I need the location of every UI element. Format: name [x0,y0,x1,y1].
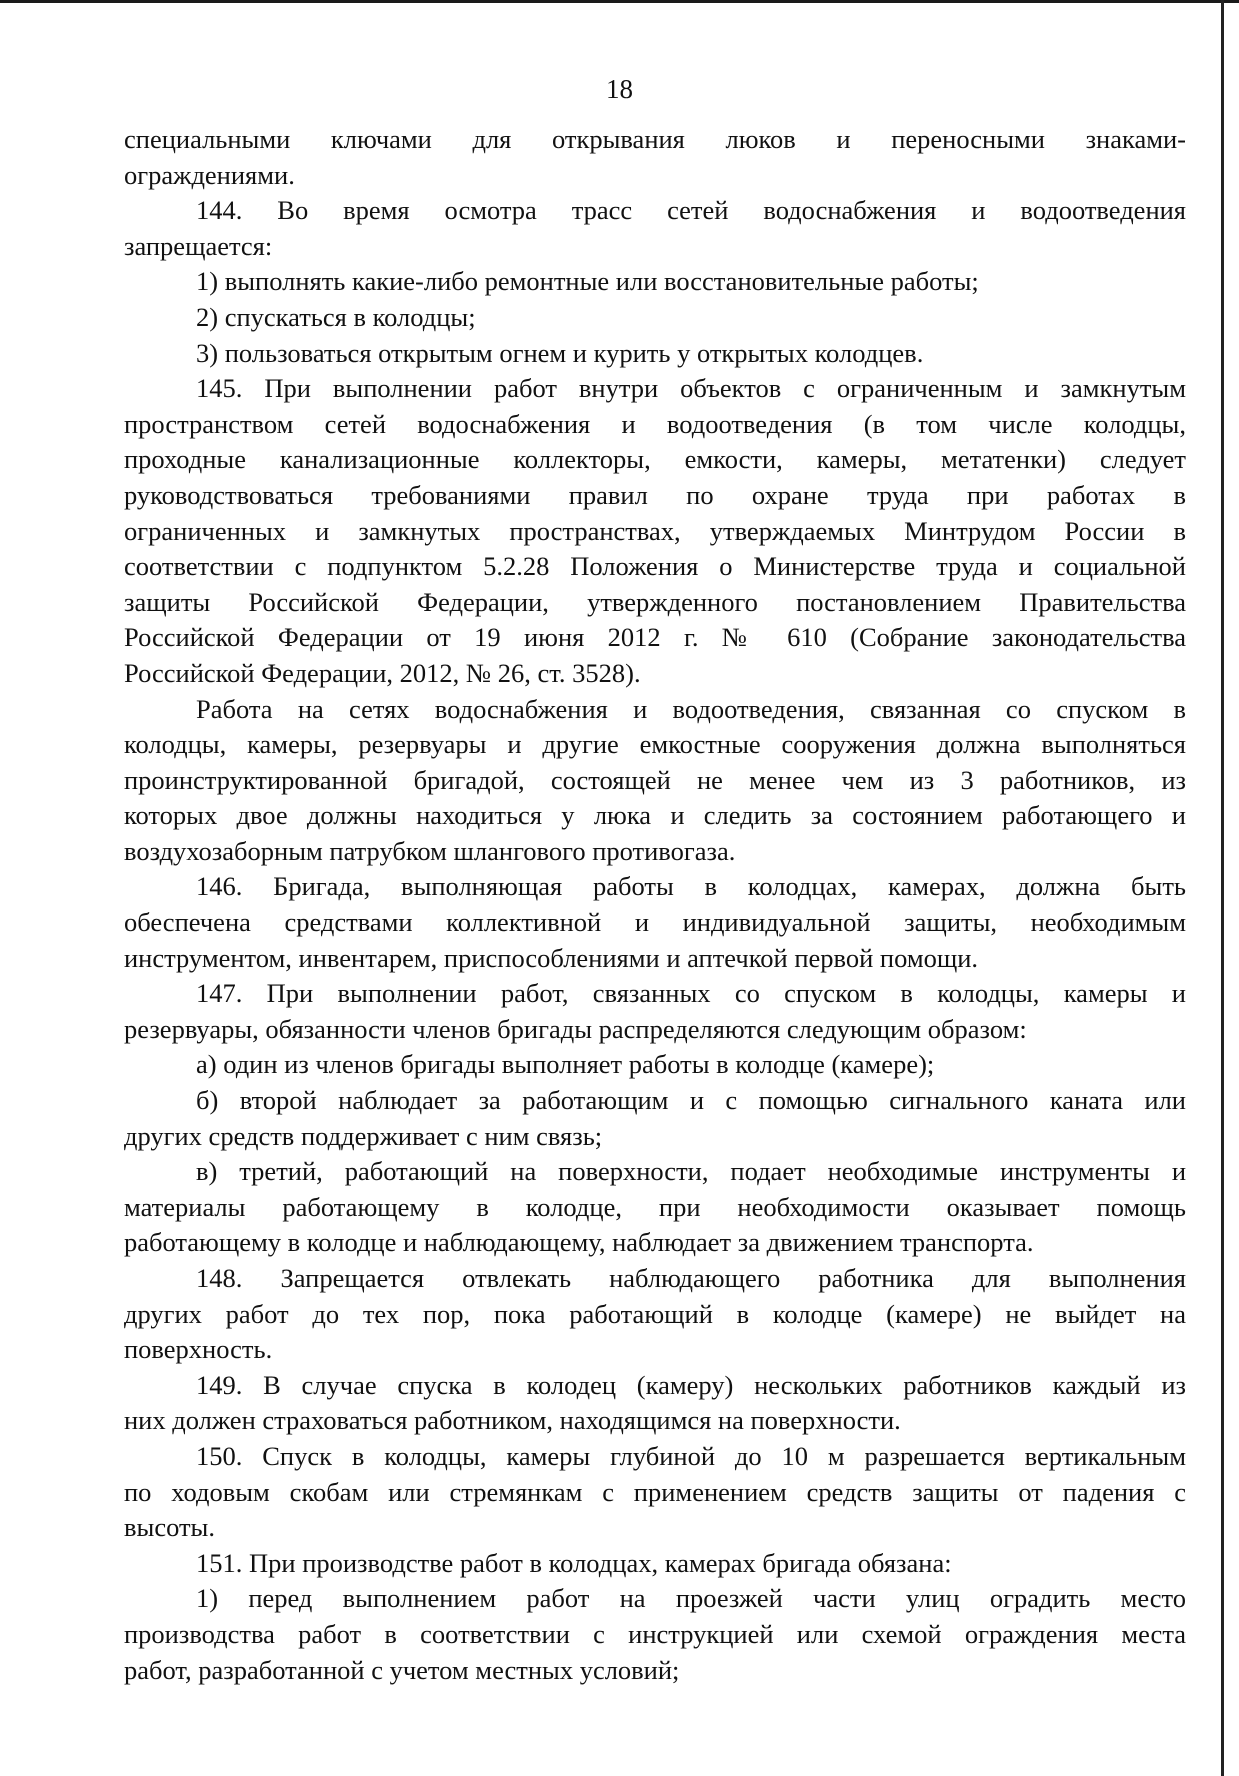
text-line: Работа на сетях водоснабжения и водоотведения, связанная со спуском в [196,693,1186,724]
text-line: а) один из членов бригады выполняет работы в колодце (камере); [196,1049,935,1080]
text-line: 151. При производстве работ в колодцах, камерах бригада обязана: [196,1547,952,1578]
text-line: высоты. [124,1512,215,1543]
text-line: 2) спускаться в колодцы; [196,301,476,332]
text-line: поверхность. [124,1334,273,1365]
text-line: проинструктированной бригадой, состоящей не менее чем из 3 работников, из [124,764,1186,795]
text-line: обеспечена средствами коллективной и индивидуальной защиты, необходимым [124,907,1186,938]
text-line: 146. Бригада, выполняющая работы в колодцах, камерах, должна быть [196,871,1186,902]
text-line: 150. Спуск в колодцы, камеры глубиной до 10 м разрешается вертикальным [196,1440,1186,1471]
text-line: резервуары, обязанности членов бригады распределяются следующим образом: [124,1013,1027,1044]
text-line: инструментом, инвентарем, приспособлениями и аптечкой первой помощи. [124,942,979,973]
text-line: других работ до тех пор, пока работающий в колодце (камере) не выйдет на [124,1298,1186,1329]
page-number: 18 [606,74,633,104]
text-line: Российской Федерации, 2012, № 26, ст. 3528). [124,657,641,688]
text-line: 148. Запрещается отвлекать наблюдающего работника для выполнения [196,1263,1186,1293]
text-line: работ, разработанной с учетом местных условий; [124,1654,680,1685]
text-line: проходные канализационные коллекторы, емкости, камеры, метатенки) следует [124,444,1186,475]
text-line: 1) перед выполнением работ на проезжей части улиц оградить место [196,1583,1186,1614]
right-scan-border [1221,0,1224,1776]
text-line: других средств поддерживает с ним связь; [124,1120,603,1151]
text-line: защиты Российской Федерации, утвержденного постановлением Правительства [124,586,1186,617]
text-line: по ходовым скобам или стремянкам с применением средств защиты от падения с [124,1476,1186,1507]
document-body [124,122,1186,1688]
text-line: пространством сетей водоснабжения и водоотведения (в том числе колодцы, [124,408,1186,439]
text-line: Российской Федерации от 19 июня 2012 г. № 610 (Собрание законодательства [124,622,1186,653]
text-line: в) третий, работающий на поверхности, подает необходимые инструменты и [196,1156,1186,1187]
text-line: воздухозаборным патрубком шлангового противогаза. [124,835,736,866]
text-line: руководствоваться требованиями правил по охране труда при работах в [124,479,1186,510]
text-line: специальными ключами для открывания люков и переносными знаками- [124,124,1186,154]
text-line: 145. При выполнении работ внутри объектов с ограниченным и замкнутым [196,373,1186,404]
text-line: б) второй наблюдает за работающим и с помощью сигнального каната или [196,1085,1186,1116]
text-line: материалы работающему в колодце, при необходимости оказывает помощь [124,1191,1186,1222]
text-line: запрещается: [124,230,273,261]
text-line: производства работ в соответствии с инструкцией или схемой ограждения места [124,1618,1186,1649]
text-line: ограниченных и замкнутых пространствах, утверждаемых Минтрудом России в [124,515,1186,546]
text-line: них должен страховаться работником, находящимся на поверхности. [124,1405,901,1436]
text-line: 144. Во время осмотра трасс сетей водоснабжения и водоотведения [196,195,1186,226]
text-line: 3) пользоваться открытым огнем и курить у открытых колодцев. [196,337,924,368]
text-line: ограждениями. [124,159,295,190]
text-line: 147. При выполнении работ, связанных со спуском в колодцы, камеры и [196,978,1186,1009]
text-line: работающему в колодце и наблюдающему, наблюдает за движением транспорта. [124,1227,1034,1258]
top-scan-border [0,0,1239,3]
text-line: колодцы, камеры, резервуары и другие емкостные сооружения должна выполняться [124,729,1186,760]
text-line: 1) выполнять какие-либо ремонтные или восстановительные работы; [196,266,979,297]
text-line: которых двое должны находиться у люка и следить за состоянием работающего и [124,800,1186,831]
text-line: 149. В случае спуска в колодец (камеру) нескольких работников каждый из [196,1369,1186,1400]
text-line: соответствии с подпунктом 5.2.28 Положения о Министерстве труда и социальной [124,551,1186,582]
